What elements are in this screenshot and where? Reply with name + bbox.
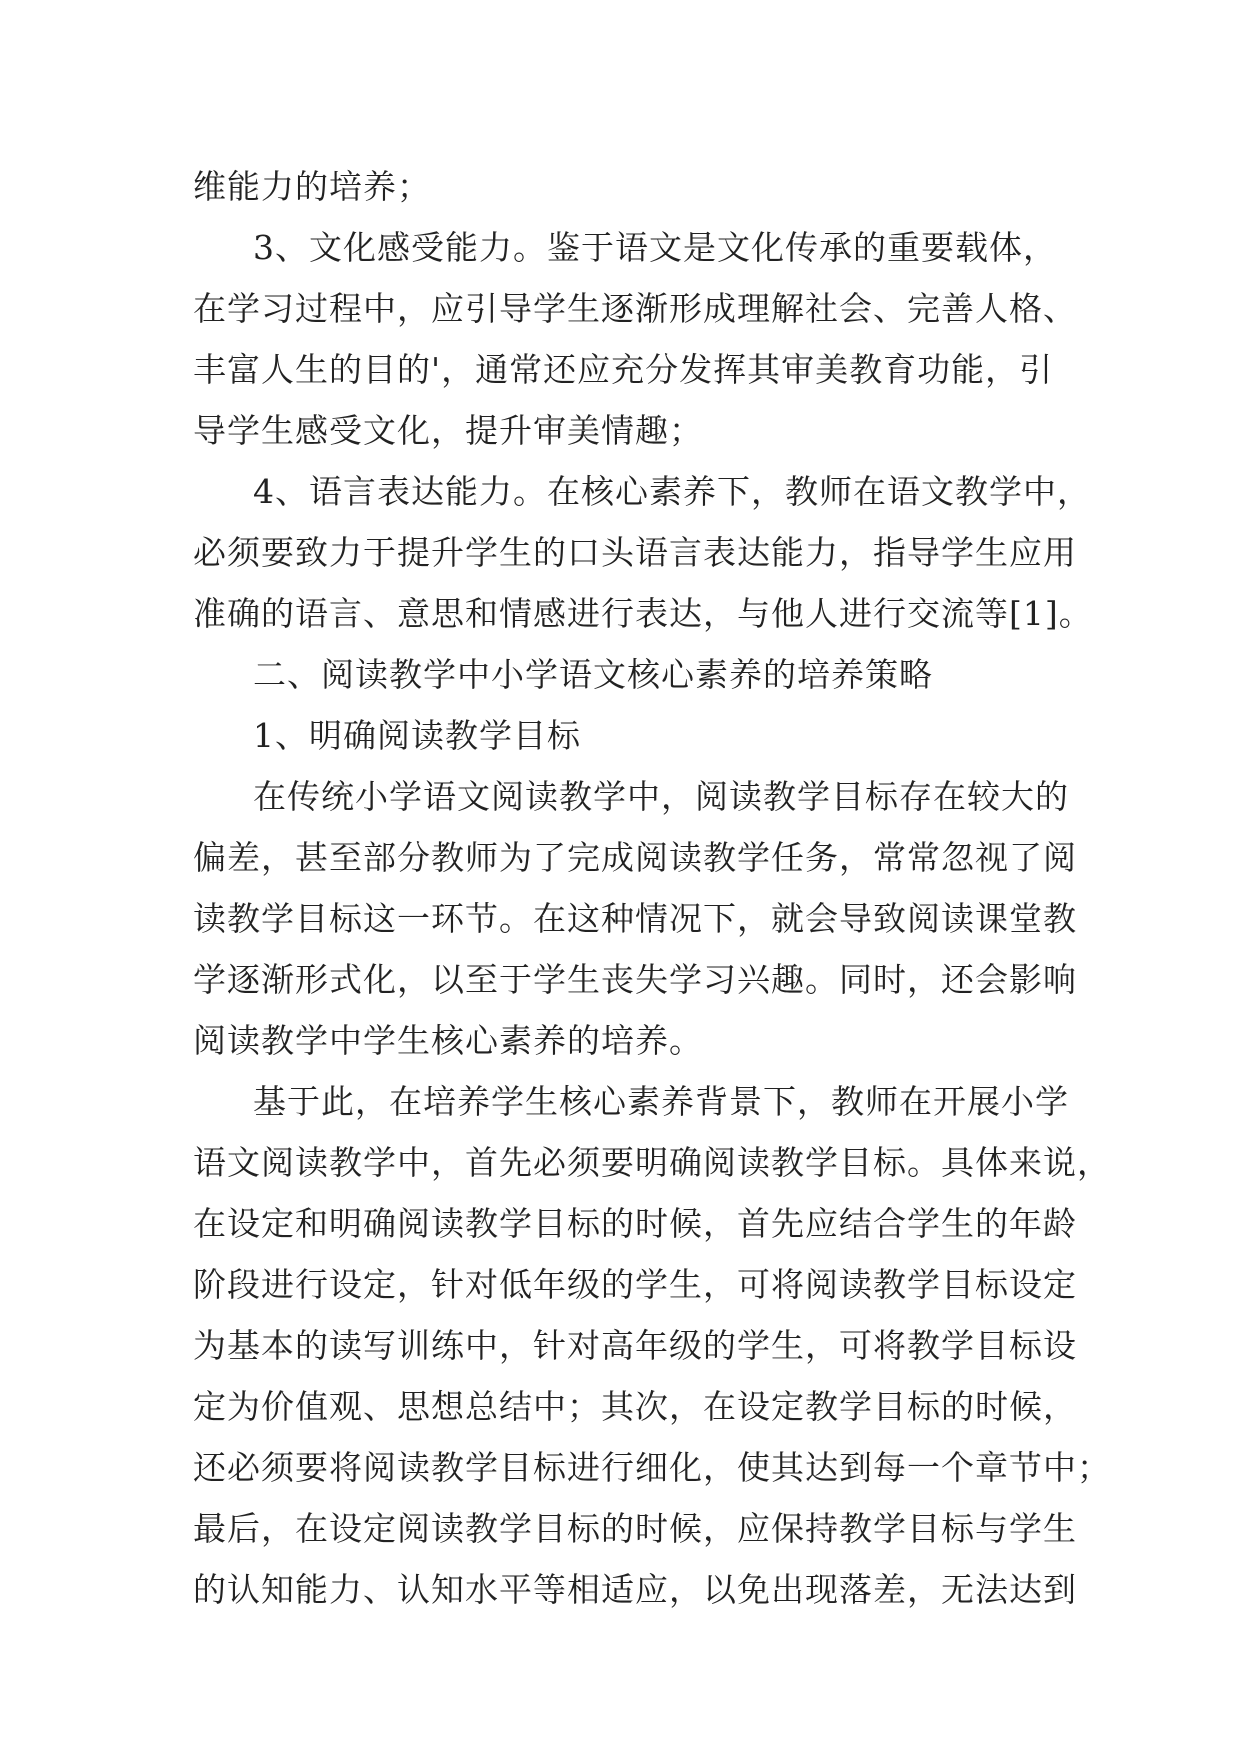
text-line: 的认知能力、认知水平等相适应，以免出现落差，无法达到: [193, 1570, 1077, 1609]
text-line: 学逐渐形式化，以至于学生丧失学习兴趣。同时，还会影响: [193, 960, 1077, 999]
section-heading: 二、阅读教学中小学语文核心素养的培养策略: [253, 655, 933, 694]
paragraph-start-line: 4、语言表达能力。在核心素养下，教师在语文教学中，: [253, 472, 1091, 511]
text-line: 准确的语言、意思和情感进行表达，与他人进行交流等[1]。: [193, 594, 1093, 633]
subsection-heading: 1、明确阅读教学目标: [253, 716, 581, 755]
text-line: 读教学目标这一环节。在这种情况下，就会导致阅读课堂教: [193, 899, 1077, 938]
paragraph-start-line: 在传统小学语文阅读教学中，阅读教学目标存在较大的: [253, 777, 1069, 816]
text-line: 语文阅读教学中，首先必须要明确阅读教学目标。具体来说，: [193, 1143, 1111, 1182]
text-line: 丰富人生的目的'，通常还应充分发挥其审美教育功能，引: [193, 350, 1054, 389]
text-line: 定为价值观、思想总结中；其次，在设定教学目标的时候，: [193, 1387, 1077, 1426]
text-line: 阶段进行设定，针对低年级的学生，可将阅读教学目标设定: [193, 1265, 1077, 1304]
text-line: 在设定和明确阅读教学目标的时候，首先应结合学生的年龄: [193, 1204, 1077, 1243]
text-line: 导学生感受文化，提升审美情趣；: [193, 411, 703, 450]
paragraph-start-line: 基于此，在培养学生核心素养背景下，教师在开展小学: [253, 1082, 1069, 1121]
text-line: 维能力的培养；: [193, 167, 431, 206]
paragraph-start-line: 3、文化感受能力。鉴于语文是文化传承的重要载体，: [253, 228, 1057, 267]
text-line: 在学习过程中，应引导学生逐渐形成理解社会、完善人格、: [193, 289, 1077, 328]
text-line: 还必须要将阅读教学目标进行细化，使其达到每一个章节中；: [193, 1448, 1111, 1487]
text-line: 最后，在设定阅读教学目标的时候，应保持教学目标与学生: [193, 1509, 1077, 1548]
text-line: 阅读教学中学生核心素养的培养。: [193, 1021, 703, 1060]
text-line: 必须要致力于提升学生的口头语言表达能力，指导学生应用: [193, 533, 1077, 572]
text-line: 偏差，甚至部分教师为了完成阅读教学任务，常常忽视了阅: [193, 838, 1077, 877]
text-line: 为基本的读写训练中，针对高年级的学生，可将教学目标设: [193, 1326, 1077, 1365]
